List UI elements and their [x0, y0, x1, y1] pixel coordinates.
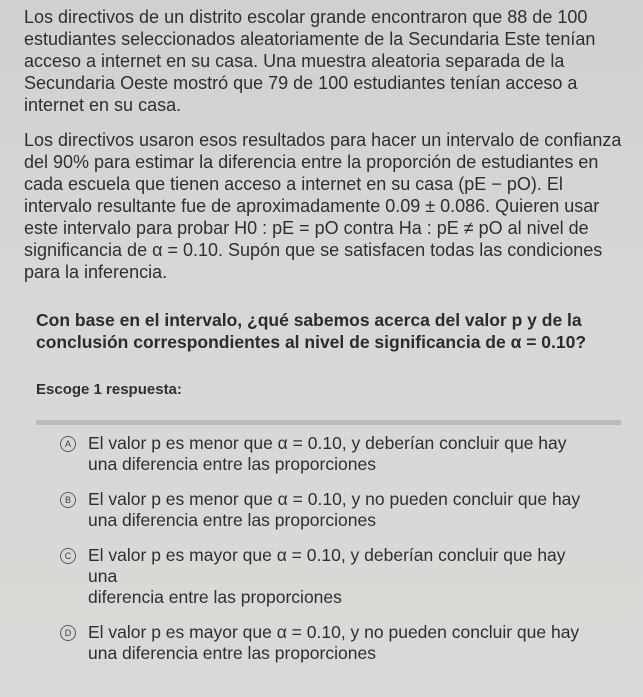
option-d[interactable] [60, 622, 625, 664]
text-line: internet en su casa. [24, 95, 182, 115]
context-paragraph-1 [24, 6, 625, 116]
text-line: acceso a internet en su casa. Una muestra aleatoria separada de la [24, 51, 565, 71]
text-line: significancia de α = 0.10. Supón que se satisfacen todas las condiciones [24, 240, 603, 260]
question-prompt [36, 309, 625, 353]
option-b[interactable] [60, 489, 625, 531]
option-line: El valor p es menor que α = 0.10, y deberían concluir que hay [88, 433, 567, 453]
text-line: estudiantes seleccionados aleatoriamente de la Secundaria Este tenían [24, 29, 596, 49]
text-line: del 90% para estimar la diferencia entre la proporción de estudiantes en [24, 152, 599, 172]
text-line: Los directivos usaron esos resultados para hacer un intervalo de confianza [24, 130, 622, 150]
text-line: intervalo resultante fue de aproximadamente 0.09 ± 0.086. Quieren usar [24, 196, 600, 216]
option-a-radio[interactable]: A [60, 436, 76, 452]
option-line: una diferencia entre las proporciones [88, 510, 376, 530]
text-line: Los directivos de un distrito escolar grande encontraron que 88 de 100 [24, 7, 588, 27]
option-a-text [88, 433, 598, 475]
option-c-radio[interactable]: C [60, 548, 76, 564]
option-d-radio[interactable]: D [60, 625, 76, 641]
option-line: El valor p es menor que α = 0.10, y no pueden concluir que hay [88, 489, 581, 509]
text-line: Secundaria Oeste mostró que 79 de 100 estudiantes tenían acceso a [24, 73, 578, 93]
text-line: este intervalo para probar H0 : pE = pO contra Ha : pE ≠ pO al nivel de [24, 218, 589, 238]
context-paragraph-2 [24, 129, 625, 283]
divider [36, 420, 621, 425]
option-line: una diferencia entre las proporciones [88, 643, 376, 663]
option-c-text [88, 545, 598, 608]
answer-options [60, 433, 625, 664]
text-line: para la inferencia. [24, 262, 168, 282]
option-a[interactable] [60, 433, 625, 475]
option-line: una diferencia entre las proporciones [88, 454, 376, 474]
option-b-text [88, 489, 598, 531]
option-line: El valor p es mayor que α = 0.10, y no pueden concluir que hay [88, 622, 580, 642]
question-line: conclusión correspondientes al nivel de significancia de α = 0.10? [36, 332, 587, 352]
option-line: diferencia entre las proporciones [88, 587, 342, 607]
option-b-radio[interactable]: B [60, 492, 76, 508]
option-c[interactable] [60, 545, 625, 608]
choose-label: Escoge 1 respuesta: [36, 381, 182, 398]
option-line: El valor p es mayor que α = 0.10, y deberían concluir que hay una [88, 545, 566, 586]
question-line: Con base en el intervalo, ¿qué sabemos acerca del valor p y de la [36, 310, 582, 330]
text-line: cada escuela que tienen acceso a internet en su casa (pE − pO). El [24, 174, 563, 194]
option-d-text [88, 622, 598, 664]
